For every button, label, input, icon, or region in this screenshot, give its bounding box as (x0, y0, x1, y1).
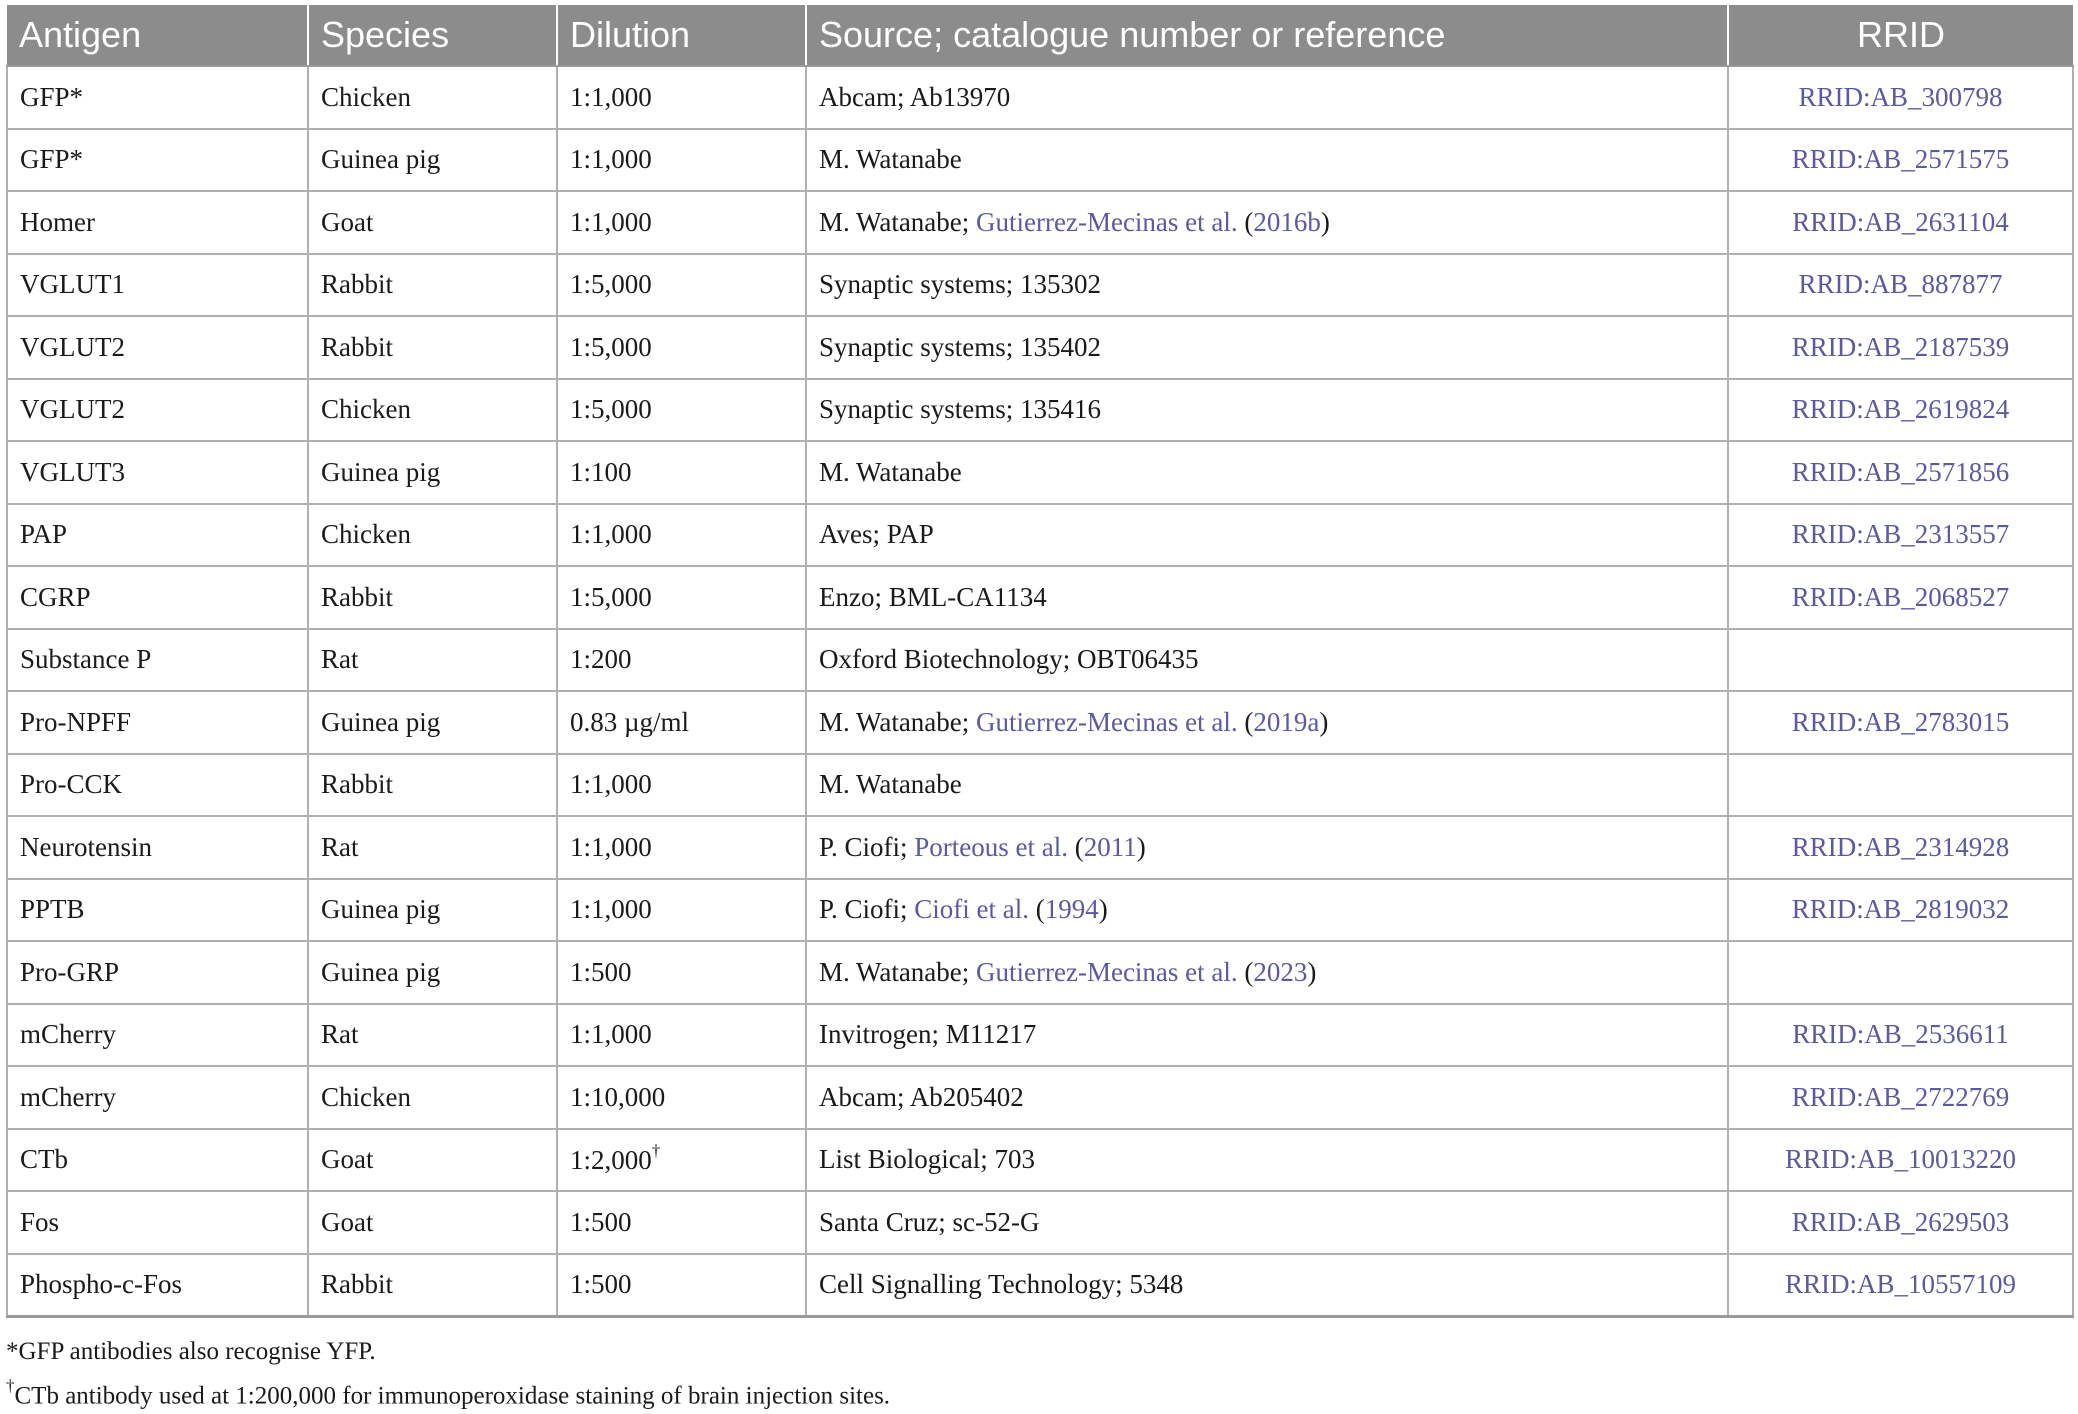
source-cell (806, 1004, 1728, 1067)
antigen-cell: VGLUT1 (7, 254, 308, 317)
reference-link[interactable]: Gutierrez-Mecinas et al. (976, 706, 1238, 737)
rrid-link[interactable]: RRID:AB_2819032 (1728, 879, 2073, 942)
table-row (7, 754, 2073, 817)
dilution-cell (557, 1191, 806, 1254)
species-cell: Rabbit (308, 566, 557, 629)
dilution-value: 1:1,000 (570, 894, 652, 925)
table-row (7, 1254, 2073, 1317)
source-cell: M. Watanabe; Gutierrez-Mecinas et al. (2023) (806, 941, 1728, 1004)
antigen-cell: PAP (7, 504, 308, 567)
table-row (7, 691, 2073, 754)
reference-year-link[interactable]: 1994 (1044, 894, 1099, 925)
header-source: Source; catalogue number or reference (806, 5, 1728, 66)
reference-year-link[interactable]: 2016b (1253, 206, 1321, 237)
species-cell: Chicken (308, 379, 557, 442)
source-cell (806, 441, 1728, 504)
dilution-value: 1:1,000 (570, 144, 652, 175)
source-text: P. Ciofi; (819, 831, 915, 862)
dilution-cell (557, 504, 806, 567)
reference-link[interactable]: Ciofi et al. (914, 894, 1030, 925)
dilution-cell (557, 254, 806, 317)
table-row (7, 816, 2073, 879)
rrid-link (1728, 754, 2073, 817)
rrid-link[interactable]: RRID:AB_2313557 (1728, 504, 2073, 567)
table-row (7, 129, 2073, 192)
dilution-value: 1:500 (570, 1269, 632, 1299)
reference-link[interactable]: Gutierrez-Mecinas et al. (976, 956, 1238, 987)
source-cell (806, 1254, 1728, 1317)
dilution-cell (557, 66, 806, 129)
source-text: Cell Signalling Technology; 5348 (819, 1269, 1184, 1299)
species-cell: Rabbit (308, 1254, 557, 1317)
table-row (7, 316, 2073, 379)
dilution-value: 1:1,000 (570, 769, 652, 800)
table-row (7, 879, 2073, 942)
antigen-cell: Pro-CCK (7, 754, 308, 817)
rrid-link (1728, 629, 2073, 692)
table-row (7, 254, 2073, 317)
footnote-ctb (6, 1370, 891, 1410)
species-cell: Rabbit (308, 754, 557, 817)
species-cell: Goat (308, 1191, 557, 1254)
table-row (7, 1191, 2073, 1254)
dilution-cell (557, 1066, 806, 1129)
rrid-link[interactable]: RRID:AB_10557109 (1728, 1254, 2073, 1317)
table-row (7, 441, 2073, 504)
reference-link[interactable]: Gutierrez-Mecinas et al. (976, 206, 1238, 237)
dilution-value: 1:5,000 (570, 394, 652, 425)
antigen-cell: Fos (7, 1191, 308, 1254)
source-cell (806, 566, 1728, 629)
rrid-link[interactable]: RRID:AB_2536611 (1728, 1004, 2073, 1067)
dilution-cell (557, 1254, 806, 1317)
dilution-value: 1:1,000 (570, 206, 652, 237)
table-body (7, 66, 2073, 1316)
species-cell: Chicken (308, 1066, 557, 1129)
antibody-table-container (6, 5, 2072, 1318)
source-cell (806, 504, 1728, 567)
dilution-cell (557, 129, 806, 192)
dilution-value: 1:5,000 (570, 581, 652, 612)
dilution-cell (557, 879, 806, 942)
dilution-cell (557, 629, 806, 692)
rrid-link[interactable]: RRID:AB_2629503 (1728, 1191, 2073, 1254)
source-text: M. Watanabe; (819, 706, 977, 737)
rrid-link[interactable]: RRID:AB_2187539 (1728, 316, 2073, 379)
antigen-cell: Substance P (7, 629, 308, 692)
dilution-cell (557, 566, 806, 629)
dilution-value: 1:5,000 (570, 331, 652, 362)
rrid-link[interactable]: RRID:AB_2722769 (1728, 1066, 2073, 1129)
source-text: Oxford Biotechnology; OBT06435 (819, 644, 1199, 675)
source-text: M. Watanabe (819, 769, 962, 800)
source-text: M. Watanabe (819, 456, 962, 487)
species-cell: Guinea pig (308, 691, 557, 754)
species-cell: Rabbit (308, 254, 557, 317)
source-text: Aves; PAP (819, 519, 934, 550)
source-text: Abcam; Ab205402 (819, 1081, 1024, 1112)
source-text: M. Watanabe; (819, 956, 977, 987)
rrid-link[interactable]: RRID:AB_10013220 (1728, 1129, 2073, 1192)
rrid-link[interactable]: RRID:AB_2783015 (1728, 691, 2073, 754)
source-cell (806, 66, 1728, 129)
dilution-cell (557, 191, 806, 254)
table-row (7, 629, 2073, 692)
species-cell: Goat (308, 191, 557, 254)
antigen-cell: GFP* (7, 129, 308, 192)
dilution-cell (557, 754, 806, 817)
antigen-cell: PPTB (7, 879, 308, 942)
dilution-cell (557, 441, 806, 504)
dilution-cell (557, 379, 806, 442)
source-text: Enzo; BML-CA1134 (819, 581, 1047, 612)
antigen-cell: mCherry (7, 1004, 308, 1067)
source-cell (806, 1066, 1728, 1129)
antigen-cell: Pro-GRP (7, 941, 308, 1004)
source-text: Santa Cruz; sc-52-G (819, 1206, 1040, 1237)
reference-year-link[interactable]: 2023 (1253, 956, 1308, 987)
table-row (7, 1004, 2073, 1067)
source-cell (806, 629, 1728, 692)
dilution-value: 1:200 (570, 644, 632, 675)
antigen-cell: Phospho-c-Fos (7, 1254, 308, 1317)
source-text: M. Watanabe; (819, 206, 977, 237)
species-cell: Guinea pig (308, 941, 557, 1004)
source-text: Abcam; Ab13970 (819, 81, 1011, 112)
source-text: Invitrogen; M11217 (819, 1019, 1037, 1050)
header-species: Species (308, 5, 557, 66)
rrid-link[interactable]: RRID:AB_2631104 (1728, 191, 2073, 254)
dilution-cell (557, 941, 806, 1004)
source-text: P. Ciofi; (819, 894, 915, 925)
source-cell: M. Watanabe; Gutierrez-Mecinas et al. (2019a) (806, 691, 1728, 754)
source-text: List Biological; 703 (819, 1144, 1035, 1175)
reference-year-link[interactable]: 2019a (1253, 706, 1320, 737)
header-dilution: Dilution (557, 5, 806, 66)
antibody-table (6, 5, 2074, 1318)
source-cell: P. Ciofi; Ciofi et al. (1994) (806, 879, 1728, 942)
rrid-link[interactable]: RRID:AB_2314928 (1728, 816, 2073, 879)
reference-year-link[interactable]: 2011 (1083, 831, 1137, 862)
rrid-link[interactable]: RRID:AB_300798 (1728, 66, 2073, 129)
footnote-gfp (6, 1333, 890, 1370)
source-cell (806, 254, 1728, 317)
antigen-cell: CGRP (7, 566, 308, 629)
antigen-cell: VGLUT2 (7, 316, 308, 379)
source-cell: M. Watanabe; Gutierrez-Mecinas et al. (2016b) (806, 191, 1728, 254)
species-cell: Goat (308, 1129, 557, 1192)
dilution-value: 1:2,000 (570, 1144, 652, 1175)
source-text: Synaptic systems; 135302 (819, 269, 1101, 300)
dilution-value: 1:1,000 (570, 1019, 652, 1050)
antigen-cell: Neurotensin (7, 816, 308, 879)
source-cell (806, 316, 1728, 379)
species-cell: Rat (308, 629, 557, 692)
antigen-cell: Pro-NPFF (7, 691, 308, 754)
rrid-link[interactable]: RRID:AB_2068527 (1728, 566, 2073, 629)
species-cell: Guinea pig (308, 441, 557, 504)
antigen-cell: GFP* (7, 66, 308, 129)
rrid-link (1728, 941, 2073, 1004)
header-antigen: Antigen (7, 5, 308, 66)
footnote-text: *GFP antibodies also recognise YFP. (6, 1338, 376, 1365)
species-cell: Guinea pig (308, 129, 557, 192)
dilution-value: 1:1,000 (570, 519, 652, 550)
table-row (7, 191, 2073, 254)
source-cell: P. Ciofi; Porteous et al. (2011) (806, 816, 1728, 879)
dilution-footnote-mark: † (651, 1140, 661, 1160)
species-cell: Chicken (308, 504, 557, 567)
rrid-link[interactable]: RRID:AB_2571856 (1728, 441, 2073, 504)
dilution-cell (557, 316, 806, 379)
table-row (7, 66, 2073, 129)
species-cell: Rabbit (308, 316, 557, 379)
source-cell (806, 1191, 1728, 1254)
table-row (7, 1129, 2073, 1192)
species-cell: Chicken (308, 66, 557, 129)
source-text: Synaptic systems; 135416 (819, 394, 1101, 425)
dilution-value: 1:1,000 (570, 831, 652, 862)
reference-link[interactable]: Porteous et al. (914, 831, 1069, 862)
antigen-cell: VGLUT3 (7, 441, 308, 504)
table-row (7, 504, 2073, 567)
source-cell (806, 129, 1728, 192)
rrid-link[interactable]: RRID:AB_887877 (1728, 254, 2073, 317)
species-cell: Rat (308, 1004, 557, 1067)
source-cell (806, 379, 1728, 442)
antigen-cell: VGLUT2 (7, 379, 308, 442)
dilution-value: 0.83 µg/ml (570, 706, 690, 737)
rrid-link[interactable]: RRID:AB_2571575 (1728, 129, 2073, 192)
table-row (7, 941, 2073, 1004)
table-header-row (7, 5, 2073, 66)
dilution-value: 1:500 (570, 956, 632, 987)
dilution-cell (557, 1129, 806, 1192)
dilution-value: 1:1,000 (570, 81, 652, 112)
source-text: Synaptic systems; 135402 (819, 331, 1101, 362)
table-row (7, 1066, 2073, 1129)
header-rrid: RRID (1728, 5, 2073, 66)
rrid-link[interactable]: RRID:AB_2619824 (1728, 379, 2073, 442)
table-row (7, 379, 2073, 442)
dilution-value: 1:10,000 (570, 1081, 666, 1112)
dilution-cell (557, 1004, 806, 1067)
antigen-cell: Homer (7, 191, 308, 254)
dilution-cell (557, 691, 806, 754)
source-cell (806, 754, 1728, 817)
species-cell: Guinea pig (308, 879, 557, 942)
antigen-cell: CTb (7, 1129, 308, 1192)
source-cell (806, 1129, 1728, 1192)
dilution-value: 1:100 (570, 456, 632, 487)
footnote-mark: † (6, 1376, 15, 1395)
dilution-value: 1:5,000 (570, 269, 652, 300)
table-row (7, 566, 2073, 629)
antigen-cell: mCherry (7, 1066, 308, 1129)
dilution-cell (557, 816, 806, 879)
footnote-text: CTb antibody used at 1:200,000 for immunoperoxidase staining of brain injection sites. (14, 1382, 891, 1410)
dilution-value: 1:500 (570, 1206, 632, 1237)
species-cell: Rat (308, 816, 557, 879)
source-text: M. Watanabe (819, 144, 962, 175)
footnotes (6, 1333, 891, 1410)
